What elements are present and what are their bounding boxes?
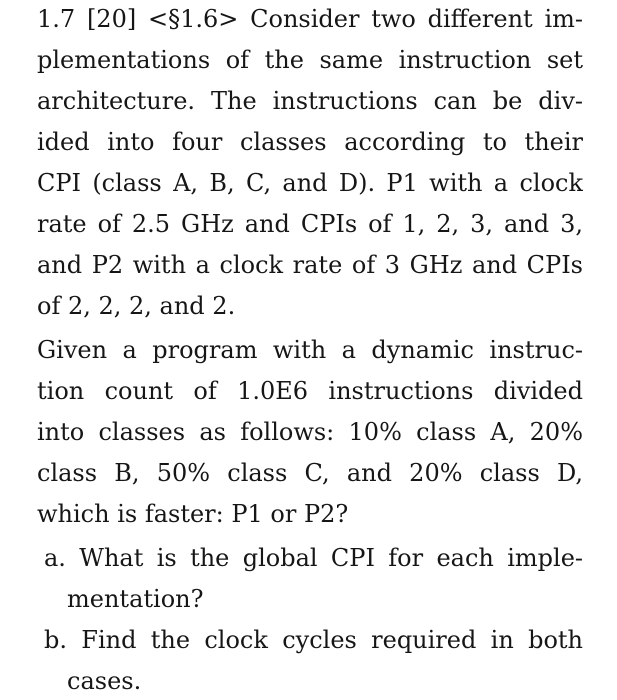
exercise-header-line-5: CPI (class A, B, C, and D). P1 with a clock — [37, 169, 583, 197]
exercise-header-line-3: architecture. The instructions can be div- — [37, 87, 583, 115]
question-a-line-1: a. What is the global CPI for each imple- — [44, 544, 583, 572]
question-a-line-2: mentation? — [67, 585, 204, 613]
question-b-line-1: b. Find the clock cycles required in both — [44, 626, 583, 654]
exercise-header-line-8: of 2, 2, 2, and 2. — [37, 292, 236, 320]
exercise-header-line-7: and P2 with a clock rate of 3 GHz and CPIs — [37, 251, 583, 279]
exercise-header-line-1: 1.7 [20] <§1.6> Consider two different im- — [37, 5, 583, 33]
program-line-4: class B, 50% class C, and 20% class D, — [37, 459, 583, 487]
exercise-header-line-2: plementations of the same instruction set — [37, 46, 583, 74]
program-line-2: tion count of 1.0E6 instructions divided — [37, 377, 583, 405]
program-line-5: which is faster: P1 or P2? — [37, 500, 349, 528]
exercise-header-line-4: ided into four classes according to their — [37, 128, 583, 156]
program-line-1: Given a program with a dynamic instruc- — [37, 336, 583, 364]
question-b-line-2: cases. — [67, 667, 142, 695]
exercise-header-line-6: rate of 2.5 GHz and CPIs of 1, 2, 3, and 3, — [37, 210, 583, 238]
program-line-3: into classes as follows: 10% class A, 20% — [37, 418, 583, 446]
